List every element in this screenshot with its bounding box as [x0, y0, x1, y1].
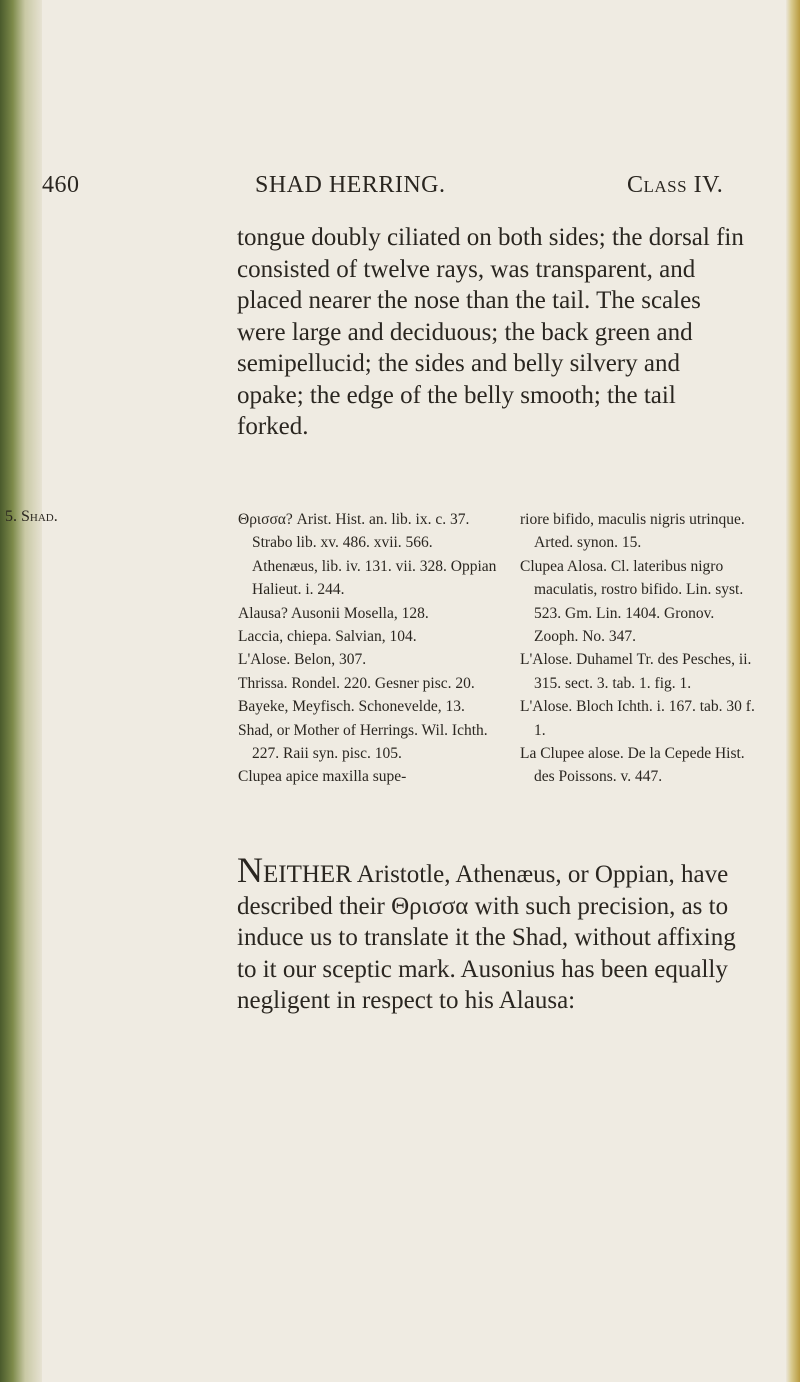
synonym-column-right	[520, 508, 756, 789]
species-label: 5. Shad.	[5, 508, 58, 525]
synonym-entry: Laccia, chiepa. Salvian, 104.	[238, 628, 417, 646]
synonym-entry: L'Alose. Belon, 307.	[238, 651, 367, 669]
synonym-entry: riore bifido, maculis nigris utrinque. Arted. synon. 15.	[520, 511, 745, 552]
synonym-entry: L'Alose. Duhamel Tr. des Pesches, ii. 315. sect. 3. tab. 1. fig. 1.	[520, 651, 752, 692]
synonym-entry: Shad, or Mother of Herrings. Wil. Ichth. 227. Raii syn. pisc. 105.	[238, 721, 488, 763]
page-number: 460	[42, 172, 80, 198]
synonym-entry: Thrissa. Rondel. 220. Gesner pisc. 20.	[238, 674, 475, 692]
bottom-paragraph-text: EITHER Aristotle, Athenæus, or Oppian, have described their Θρισσα with such precision, as to induce us to translate it the Shad, without affixing to it our sceptic mark. Ausonius has been equally negligent in respect to his Alausa:	[237, 861, 736, 1014]
synonym-entry: Alausa? Ausonii Mosella, 128.	[238, 604, 429, 622]
class-label: Class IV.	[627, 172, 724, 198]
synonym-entry: Bayeke, Meyfisch. Schonevelde, 13.	[238, 698, 465, 716]
synonym-entry: L'Alose. Bloch Ichth. i. 167. tab. 30 f. 1.	[520, 698, 755, 739]
drop-cap: N	[237, 850, 263, 890]
bottom-paragraph	[237, 850, 752, 1017]
page-header	[42, 168, 786, 208]
page-edge	[786, 0, 800, 1382]
synonym-entry: Θρισσα? Arist. Hist. an. lib. ix. c. 37. Strabo lib. xv. 486. xvii. 566. Athenæus, lib. iv. 131. vii. 328. Oppian Halieut. i. 244.	[238, 511, 497, 599]
book-binding	[0, 0, 42, 1382]
synonym-entry: Clupea Alosa. Cl. lateribus nigro maculatis, rostro bifido. Lin. syst. 523. Gm. Lin. 1404. Gronov. Zooph. No. 347.	[520, 557, 744, 646]
synonym-entry: Clupea apice maxilla supe-	[238, 768, 407, 786]
running-title: SHAD HERRING.	[255, 172, 446, 198]
top-paragraph: tongue doubly ciliated on both sides; the dorsal fin consisted of twelve rays, was transparent, and placed nearer the nose than the tail. The scales were large and deciduous; the back green and semipellucid; the sides and belly silvery and opake; the edge of the belly smooth; the tail forked.	[237, 224, 744, 440]
synonym-column-left	[238, 508, 500, 789]
synonym-entry: La Clupee alose. De la Cepede Hist. des Poissons. v. 447.	[520, 745, 745, 786]
